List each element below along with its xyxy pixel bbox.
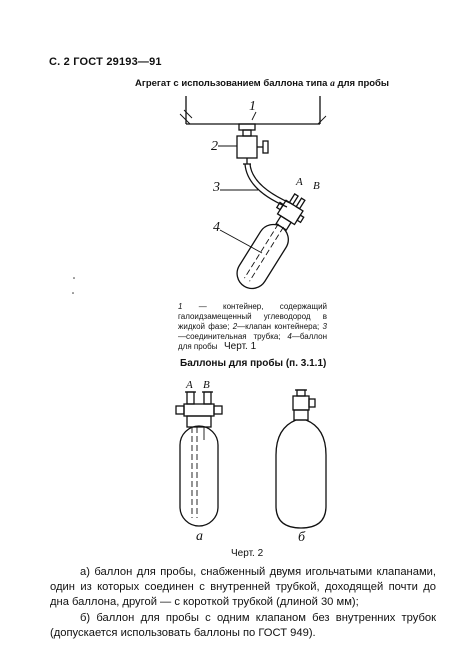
valve-label-a: A — [296, 176, 303, 188]
body-text — [50, 565, 436, 641]
sublabel-b: б — [298, 530, 306, 545]
valve-label-b: B — [313, 180, 320, 192]
fig2-valve-label-a: A — [186, 379, 193, 391]
sample-bottle-4 — [231, 189, 312, 294]
figure-2-drawing — [176, 379, 326, 545]
callout-2: 2 — [211, 139, 218, 154]
figure-1-caption: 1 — контейнер, содержащий галоидзамещенный углеводород в жидкой фазе; 2—клапан контейнера; 3—соединительная трубка; 4—баллон для пробы — [178, 302, 327, 351]
bottle-b — [276, 390, 326, 528]
fig2-valve-label-b: B — [203, 379, 210, 391]
figure-1-drawing — [180, 96, 326, 294]
connecting-tube-3 — [245, 164, 290, 207]
callout-3: 3 — [213, 180, 220, 195]
callout-1: 1 — [249, 99, 256, 114]
figure-2-title: Баллоны для пробы (п. 3.1.1) — [180, 358, 327, 369]
callout-4: 4 — [213, 220, 220, 235]
paragraph-b: б) баллон для пробы с одним клапаном без внутренних трубок (допускается использовать баллоны по ГОСТ 949). — [50, 611, 436, 639]
sublabel-a: а — [196, 529, 203, 544]
container-valve-2 — [237, 124, 268, 164]
figure-1-title: Агрегат с использованием баллона типа а для пробы — [135, 78, 390, 89]
paragraph-a: а) баллон для пробы, снабженный двумя игольчатыми клапанами, один из которых соединен с внутренней трубкой, доходящей почти до дна баллона, другой — с короткой трубкой (длиной 30 мм); — [50, 566, 436, 609]
page-header: С. 2 ГОСТ 29193—91 — [49, 56, 162, 68]
bottle-a — [176, 392, 222, 526]
figure-1-label: Черт. 1 — [224, 341, 257, 352]
figure-2-label: Черт. 2 — [231, 548, 264, 559]
